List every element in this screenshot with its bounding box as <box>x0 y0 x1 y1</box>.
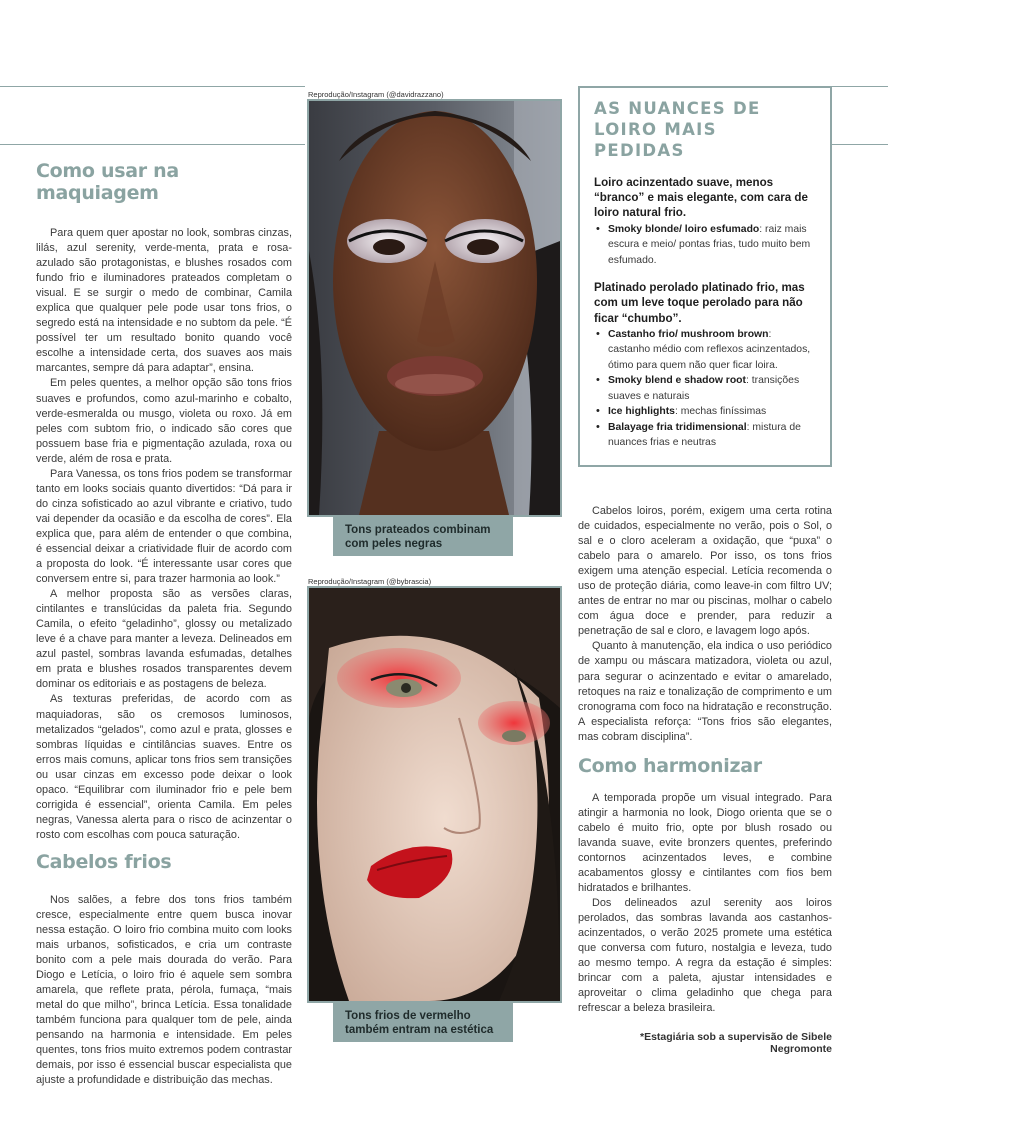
maquiagem-body <box>36 226 292 843</box>
paragraph: A temporada propõe um visual integrado. Para atingir a harmonia no look, Diogo orienta que se o cabelo é muito frio, opte por blush rosado ou lavanda suave, evite bronzers quentes, preferindo contornos acinzentados leves, e combine acabamentos glossy e cintilantes com fios bem hidratados e brilhantes. <box>578 791 832 895</box>
photo-credit-top: Reprodução/Instagram (@davidrazzano) <box>308 90 444 99</box>
footnote: *Estagiária sob a supervisão de Sibele Negromonte <box>640 1031 832 1055</box>
photo-top <box>307 99 562 517</box>
photo-caption-bottom: Tons frios de vermelho também entram na estética <box>333 1003 513 1042</box>
list-item: • Balayage fria tridimensional: mistura de nuances frias e neutras <box>596 420 816 451</box>
sidebar-title: AS NUANCES DE LOIRO MAIS PEDIDAS <box>594 99 761 160</box>
cuidados-body <box>578 504 832 745</box>
paragraph: Em peles quentes, a melhor opção são tons frios suaves e profundos, como azul-marinho e cobalto, verde-esmeralda ou musgo, violeta ou roxo. Já em peles com subtom frio, o indicado são cores que possuem base fria e pigmentação azulada, roxa ou verde, além de rosa e prata. <box>36 377 292 465</box>
sidebar-list-1 <box>596 222 816 269</box>
sidebar-lead-1: Loiro acinzentado suave, menos “branco” e mais elegante, com cara de loiro natural frio. <box>594 176 808 220</box>
second-rule-left <box>0 144 305 145</box>
top-rule-left <box>0 86 305 87</box>
paragraph: As texturas preferidas, de acordo com as maquiadoras, são os cremosos luminosos, metalizados “gelados”, como azul e prata, glosses e sombras líquidas e cintilâncias suaves. Entre os erros mais comuns, aplicar tons frios sem transições ou usar cinzas em excesso pode deixar o look opaco. “Equilibrar com iluminador frio e pele bem corrigida é essencial”, orienta Camila. Em peles negras, Vanessa alerta para o risco de acinzentar o rosto com escolhas com pouca saturação. <box>36 693 292 841</box>
section-title-maquiagem: Como usar na maquiagem <box>36 160 179 204</box>
paragraph: Dos delineados azul serenity aos loiros perolados, das sombras lavanda aos castanhos-acinzentados, o verão 2025 promete uma estética que conversa com futuro, nostalgia e leveza, tudo ao mesmo tempo. A regra da estação é simples: brincar com a paleta, ajustar intensidades e aproveitar o clima geladinho que chega para refrescar a beleza brasileira. <box>578 897 832 1015</box>
section-title-harmonizar: Como harmonizar <box>578 754 762 777</box>
photo-credit-bottom: Reprodução/Instagram (@bybrascia) <box>308 577 432 586</box>
harmonizar-body <box>578 791 832 1017</box>
sidebar-box-nuances <box>578 86 832 467</box>
paragraph: Quanto à manutenção, ela indica o uso periódico de xampu ou máscara matizadora, violeta ou azul, para segurar o acinzentado e evitar o amarelado, retoques na raiz e tonalização de comprimento e um cronograma com foco na hidratação e reconstrução. A especialista reforça: “Tons frios são elegantes, mas cobram disciplina”. <box>578 640 832 743</box>
paragraph: A melhor proposta são as versões claras, cintilantes e translúcidas da paleta fria. Segundo Camila, o efeito “geladinho”, glossy ou metalizado leve é a chave para manter a leveza. Delineados em azul pastel, sombras lavanda esfumadas, detalhes em prata e blushes rosados transparentes devem dominar os editoriais e as postagens de beleza. <box>36 588 292 691</box>
paragraph: Para quem quer apostar no look, sombras cinzas, lilás, azul serenity, verde-menta, prata e rosa-azulado são protagonistas, e blushes rosados com fundo frio e iluminadores prateados completam o visual. E se surgir o medo de combinar, Camila explica que qualquer pele pode usar tons frios, o segredo está na intensidade e no subtom da pele. “É possível ter um resultado bonito quando você escolhe a intensidade certa, dos suaves aos mais marcantes, sempre dá para adaptar”, ensina. <box>36 227 292 375</box>
paragraph: Para Vanessa, os tons frios podem se transformar tanto em looks sociais quanto divertidos: “Dá para ir do cinza sofisticado ao azul vibrante e criativo, tudo vai depender da ocasião e da escolha de cores”. Ela explica que, para além de entender o que combina, é essencial deixar a criatividade fluir de acordo com a proposta do look. “É interessante usar cores que conversem entre si, para trazer harmonia ao look.” <box>36 467 292 586</box>
section-title-cabelos: Cabelos frios <box>36 850 172 873</box>
portrait-red-makeup-image <box>309 588 560 1001</box>
list-item: • Smoky blend e shadow root: transições suaves e naturais <box>596 373 816 404</box>
paragraph: Nos salões, a febre dos tons frios também cresce, especialmente entre quem busca inovar nessa estação. O loiro frio combina muito com looks mais urbanos, sofisticados, e cria um contraste bonito com a pele mais dourada do verão. Para Diogo e Letícia, o loiro frio é aquele sem sombra amarela, que reflete prata, pérola, fumaça, “mais metal do que milho”, brinca Letícia. Essa tonalidade também funciona para qualquer tom de pele, ainda pensando na harmonia e intensidade. Em peles quentes, tons frios muito extremos podem contrastar demais, por isso é essencial buscar especialista que ajuste a profundidade e distribuição das mechas. <box>36 893 292 1087</box>
left-column <box>36 160 292 1089</box>
cabelos-body <box>36 893 292 1089</box>
photo-bottom <box>307 586 562 1003</box>
sidebar-list-2 <box>596 327 816 451</box>
list-item: • Smoky blonde/ loiro esfumado: raiz mais escura e meio/ pontas frias, tudo muito bem esfumado. <box>596 222 816 269</box>
list-item: • Castanho frio/ mushroom brown: castanho médio com reflexos acinzentados, ótimo para quem não quer ficar loira. <box>596 327 816 374</box>
sidebar-lead-2: Platinado perolado platinado frio, mas com um leve toque perolado para não ficar “chumbo”. <box>594 281 805 325</box>
photo-caption-top: Tons prateados combinam com peles negras <box>333 517 513 556</box>
right-column <box>578 504 832 1016</box>
portrait-silver-makeup-image <box>309 101 560 515</box>
paragraph: Cabelos loiros, porém, exigem uma certa rotina de cuidados, especialmente no verão, pois o Sol, o sal e o cloro aceleram a oxidação, que “puxa” o cabelo para o amarelo. Por isso, os tons frios exigem uma atenção especial. Letícia recomenda o uso de proteção diária, como leave-in com filtro UV; antes de entrar no mar ou piscinas, molhar o cabelo com água doce e prender, para reduzir a penetração de sal e cloro, e lavagem logo após. <box>578 505 832 638</box>
top-rule-right <box>832 86 888 87</box>
second-rule-right <box>832 144 888 145</box>
list-item: • Ice highlights: mechas finíssimas <box>596 404 816 420</box>
